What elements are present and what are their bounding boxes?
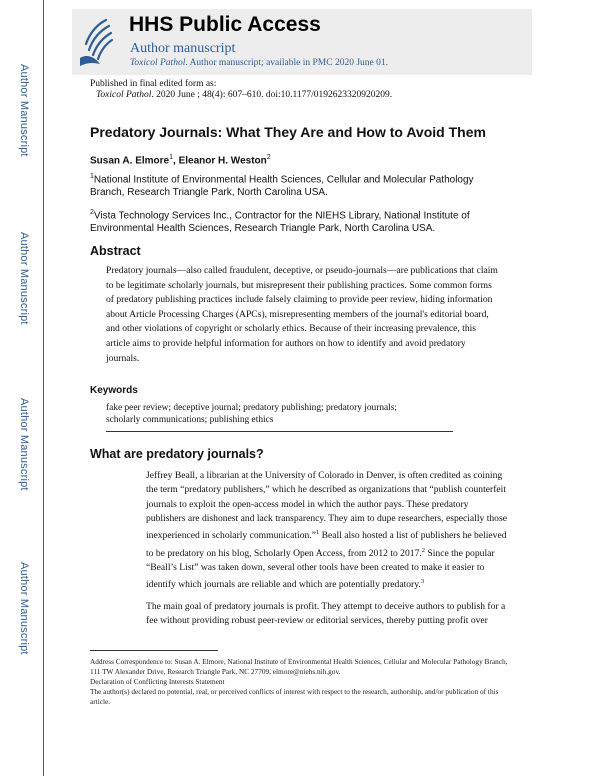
banner-title: HHS Public Access xyxy=(129,13,321,36)
publication-journal: Toxicol Pathol xyxy=(96,90,152,100)
affiliation-text: National Institute of Environmental Health Sciences, Cellular and Molecular Pathology Branch, Research Triangle Park, North Carolina USA. xyxy=(90,174,474,199)
body-paragraph xyxy=(146,469,508,593)
section-heading: What are predatory journals? xyxy=(90,447,264,461)
margin-label: Author Manuscript xyxy=(18,562,30,655)
publication-details xyxy=(96,90,392,100)
author-list xyxy=(90,154,271,166)
banner-citation xyxy=(130,58,388,68)
paragraph-text: Beall also hosted a list of publishers he believed to be predatory on his blog, Scholarly Open Access, from 2012 to 2017. xyxy=(146,530,507,559)
keywords-divider xyxy=(106,431,453,432)
affiliation-marker: 1 xyxy=(90,173,94,180)
keywords-text: fake peer review; deceptive journal; predatory publishing; predatory journals; scholarly communications; publishing ethics xyxy=(106,403,398,425)
published-label: Published in final edited form as: xyxy=(90,79,217,89)
keywords-heading: Keywords xyxy=(90,385,138,396)
banner-subtitle: Author manuscript xyxy=(130,41,236,56)
correspondence-footnote: Address Correspondence to: Susan A. Elmore, National Institute of Environmental Health Sciences, Cellular and Molecular Pathology Branch, 111 TW Alexander Drive, Research Triangle Park, NC 27709, elmore@niehs.nih.gov. xyxy=(90,657,508,676)
footnote-divider xyxy=(90,650,218,651)
abstract-text: Predatory journals—also called fraudulent, deceptive, or pseudo-journals—are publications that claim to be legitimate scholarly journals, but misrepresent their publishing practices. Some common forms of predatory publishing practices include falsely claiming to provide peer review, hiding information about Article Processing Charges (APCs), misrepresenting members of the journal's editorial board, and other violations of copyright or scholarly ethics. Because of their increasing prevalence, this article aims to provide helpful information for authors on how to identify and avoid predatory journals. xyxy=(106,265,498,364)
paragraph-text: Since the popular “Beall’s List” was taken down, several other tools have been created to make it easier to identify which journals are reliable and which are potentially predatory. xyxy=(146,547,495,591)
article-title: Predatory Journals: What They Are and How to Avoid Them xyxy=(90,124,486,140)
affiliation-1 xyxy=(90,170,510,199)
paragraph-text: Jeffrey Beall, a librarian at the University of Colorado in Denver, is often credited as coining the term “predatory publishers,” which he described as organizations that “publish counterfeit journals to exploit the open-access model in which the author pays. These predatory publishers are dishonest and lack transparency. They aim to dupe researchers, especially those inexperienced in scholarly communication.” xyxy=(146,470,507,542)
declaration-title: Declaration of Conflicting Interests Statement xyxy=(90,677,225,686)
body-paragraph: The main goal of predatory journals is profit. They attempt to deceive authors to publish for a fee without providing robust peer-review or editorial services, thereby putting profit over xyxy=(146,601,506,627)
affiliation-2 xyxy=(90,206,510,235)
affiliation-marker: 1 xyxy=(169,154,174,161)
reference-marker: 3 xyxy=(420,578,425,586)
reference-marker: 2 xyxy=(421,546,426,554)
margin-label: Author Manuscript xyxy=(18,64,30,157)
abstract-heading: Abstract xyxy=(90,244,141,258)
affiliation-text: Vista Technology Services Inc., Contractor for the NIEHS Library, National Institute of Environmental Health Sciences, Research Triangle Park, North Carolina USA. xyxy=(90,210,470,235)
declaration-text: The author(s) declared no potential, real, or perceived conflicts of interest with respect to the research, authorship, and/or publication of this article. xyxy=(90,687,499,706)
affiliation-marker: 2 xyxy=(90,209,94,216)
margin-label: Author Manuscript xyxy=(18,398,30,491)
publication-doi: . 2020 June ; 48(4): 607–610. doi:10.1177/0192623320920209. xyxy=(151,90,393,100)
reference-marker: 1 xyxy=(315,529,320,537)
citation-rest: . Author manuscript; available in PMC 2020 June 01. xyxy=(185,58,388,68)
citation-journal: Toxicol Pathol xyxy=(130,58,186,68)
author-name: Susan A. Elmore xyxy=(90,155,170,167)
hhs-eagle-logo-icon xyxy=(76,14,116,68)
margin-label: Author Manuscript xyxy=(18,232,30,325)
affiliation-marker: 2 xyxy=(266,154,271,161)
margin-rule xyxy=(43,0,44,776)
author-name: , Eleanor H. Weston xyxy=(173,155,267,167)
